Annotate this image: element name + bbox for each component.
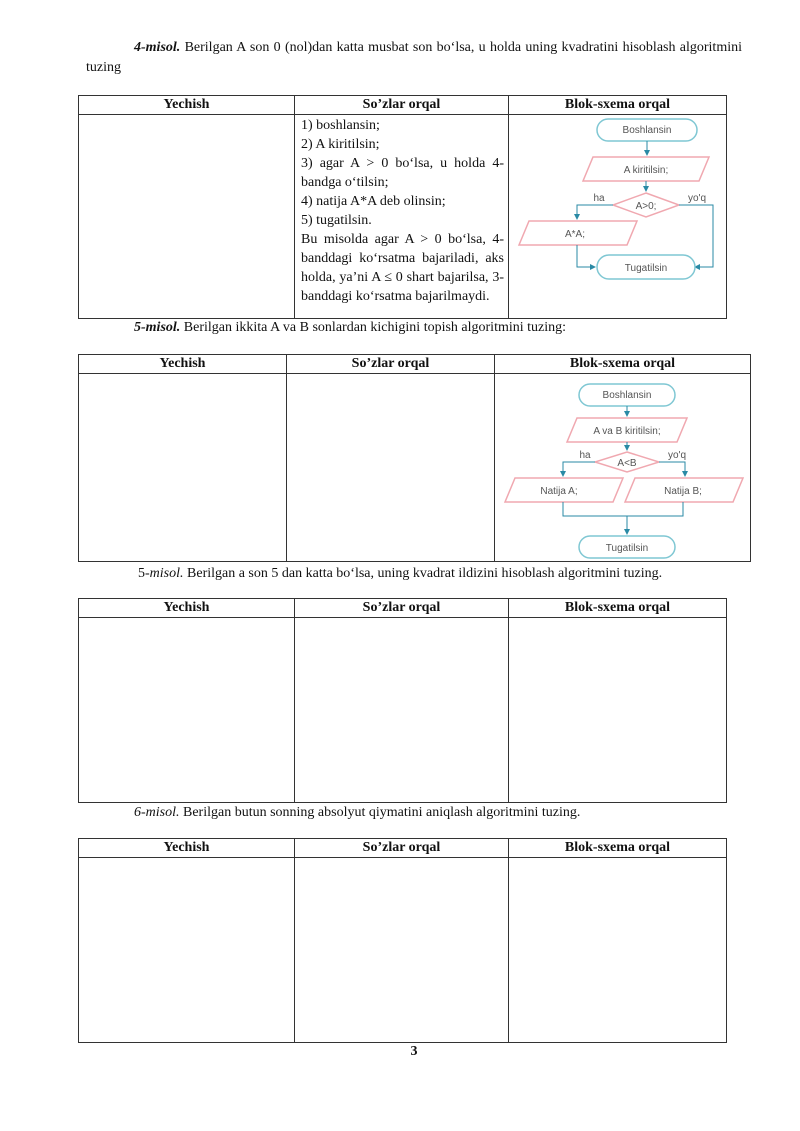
- result-b-label: Natija B;: [664, 486, 702, 497]
- problem-6-table: [78, 838, 727, 1043]
- condition-label: A<B: [617, 458, 637, 469]
- table-header-row: [79, 839, 727, 858]
- table-row: [79, 618, 727, 803]
- header-sozlar: So’zlar orqal: [287, 355, 495, 374]
- step-item: 4) natija A*A deb olinsin;: [301, 194, 446, 209]
- flowchart-cell: [495, 374, 751, 562]
- steps-list: [295, 115, 508, 306]
- problem-5b-text: Berilgan a son 5 dan katta bo‘lsa, uning kvadrat ildizini hisoblash algoritmini tuzing.: [183, 566, 663, 581]
- yechish-cell: [79, 374, 287, 562]
- table-header-row: [79, 599, 727, 618]
- header-yechish: Yechish: [79, 355, 287, 374]
- steps-cell: [295, 618, 509, 803]
- flowchart-cell: [509, 115, 727, 319]
- steps-cell: [295, 115, 509, 319]
- step-item: 2) A kiritilsin;: [301, 137, 380, 152]
- input-label: A kiritilsin;: [623, 165, 669, 176]
- problem-5b-statement: [86, 564, 786, 584]
- header-yechish: Yechish: [79, 599, 295, 618]
- yechish-cell: [79, 115, 295, 319]
- action-label: A*A;: [564, 229, 586, 240]
- header-yechish: Yechish: [79, 839, 295, 858]
- flowchart-4: [509, 115, 727, 285]
- step-item: 5) tugatilsin.: [301, 213, 372, 228]
- page-number: 3: [410, 1044, 418, 1059]
- flowchart-5: [495, 374, 751, 560]
- no-label: yo'q: [687, 193, 707, 204]
- steps-cell: [295, 858, 509, 1043]
- problem-6-text: Berilgan butun sonning absolyut qiymatini aniqlash algoritmini tuzing.: [179, 805, 581, 820]
- problem-4-table: [78, 95, 727, 319]
- yes-label: ha: [593, 193, 605, 204]
- table-row: [79, 374, 751, 562]
- problem-4-label: 4-misol.: [134, 40, 181, 55]
- header-blok-sxema: Blok-sxema orqal: [509, 839, 727, 858]
- start-label: Boshlansin: [602, 390, 652, 401]
- header-yechish: Yechish: [79, 96, 295, 115]
- problem-6-statement: [86, 803, 742, 823]
- problem-5b-label-num: 5-: [138, 566, 150, 581]
- problem-5b-table: [78, 598, 727, 803]
- flowchart-cell: [509, 858, 727, 1043]
- yes-label: ha: [579, 450, 591, 461]
- step-item: 3) agar A > 0 bo‘lsa, u holda 4-bandga o‘tilsin;: [301, 156, 504, 190]
- end-label: Tugatilsin: [605, 543, 649, 554]
- header-blok-sxema: Blok-sxema orqal: [495, 355, 751, 374]
- problem-5-statement: [86, 318, 766, 338]
- step-explanation: Bu misolda agar A > 0 bo‘lsa, 4-banddagi ko‘rsatma bajariladi, aks holda, ya’ni A ≤ 0 shart bajarilsa, 3-banddagi ko‘rsatma bajarilmaydi.: [301, 232, 504, 304]
- end-label: Tugatilsin: [624, 263, 668, 274]
- start-label: Boshlansin: [622, 125, 672, 136]
- problem-4-text: Berilgan A son 0 (nol)dan katta musbat son bo‘lsa, u holda uning kvadratini hisoblash algoritmini tuzing: [86, 40, 742, 75]
- no-label: yo'q: [667, 450, 687, 461]
- steps-cell: [287, 374, 495, 562]
- result-a-label: Natija A;: [540, 486, 578, 497]
- header-sozlar: So’zlar orqal: [295, 599, 509, 618]
- problem-6-label: 6-misol.: [134, 805, 180, 820]
- header-sozlar: So’zlar orqal: [295, 96, 509, 115]
- header-blok-sxema: Blok-sxema orqal: [509, 599, 727, 618]
- table-row: [79, 858, 727, 1043]
- problem-5-text: Berilgan ikkita A va B sonlardan kichigini topish algoritmini tuzing:: [180, 320, 567, 335]
- problem-5-label: 5-misol.: [134, 320, 181, 335]
- yechish-cell: [79, 858, 295, 1043]
- step-item: 1) boshlansin;: [301, 118, 380, 133]
- input-label: A va B kiritilsin;: [593, 426, 661, 437]
- table-header-row: [79, 96, 727, 115]
- problem-4-statement: [86, 38, 742, 78]
- condition-label: A>0;: [635, 201, 657, 212]
- table-row: [79, 115, 727, 319]
- table-header-row: [79, 355, 751, 374]
- yechish-cell: [79, 618, 295, 803]
- header-sozlar: So’zlar orqal: [295, 839, 509, 858]
- header-blok-sxema: Blok-sxema orqal: [509, 96, 727, 115]
- flowchart-cell: [509, 618, 727, 803]
- problem-5b-label-word: misol.: [149, 566, 184, 581]
- problem-5-table: [78, 354, 751, 562]
